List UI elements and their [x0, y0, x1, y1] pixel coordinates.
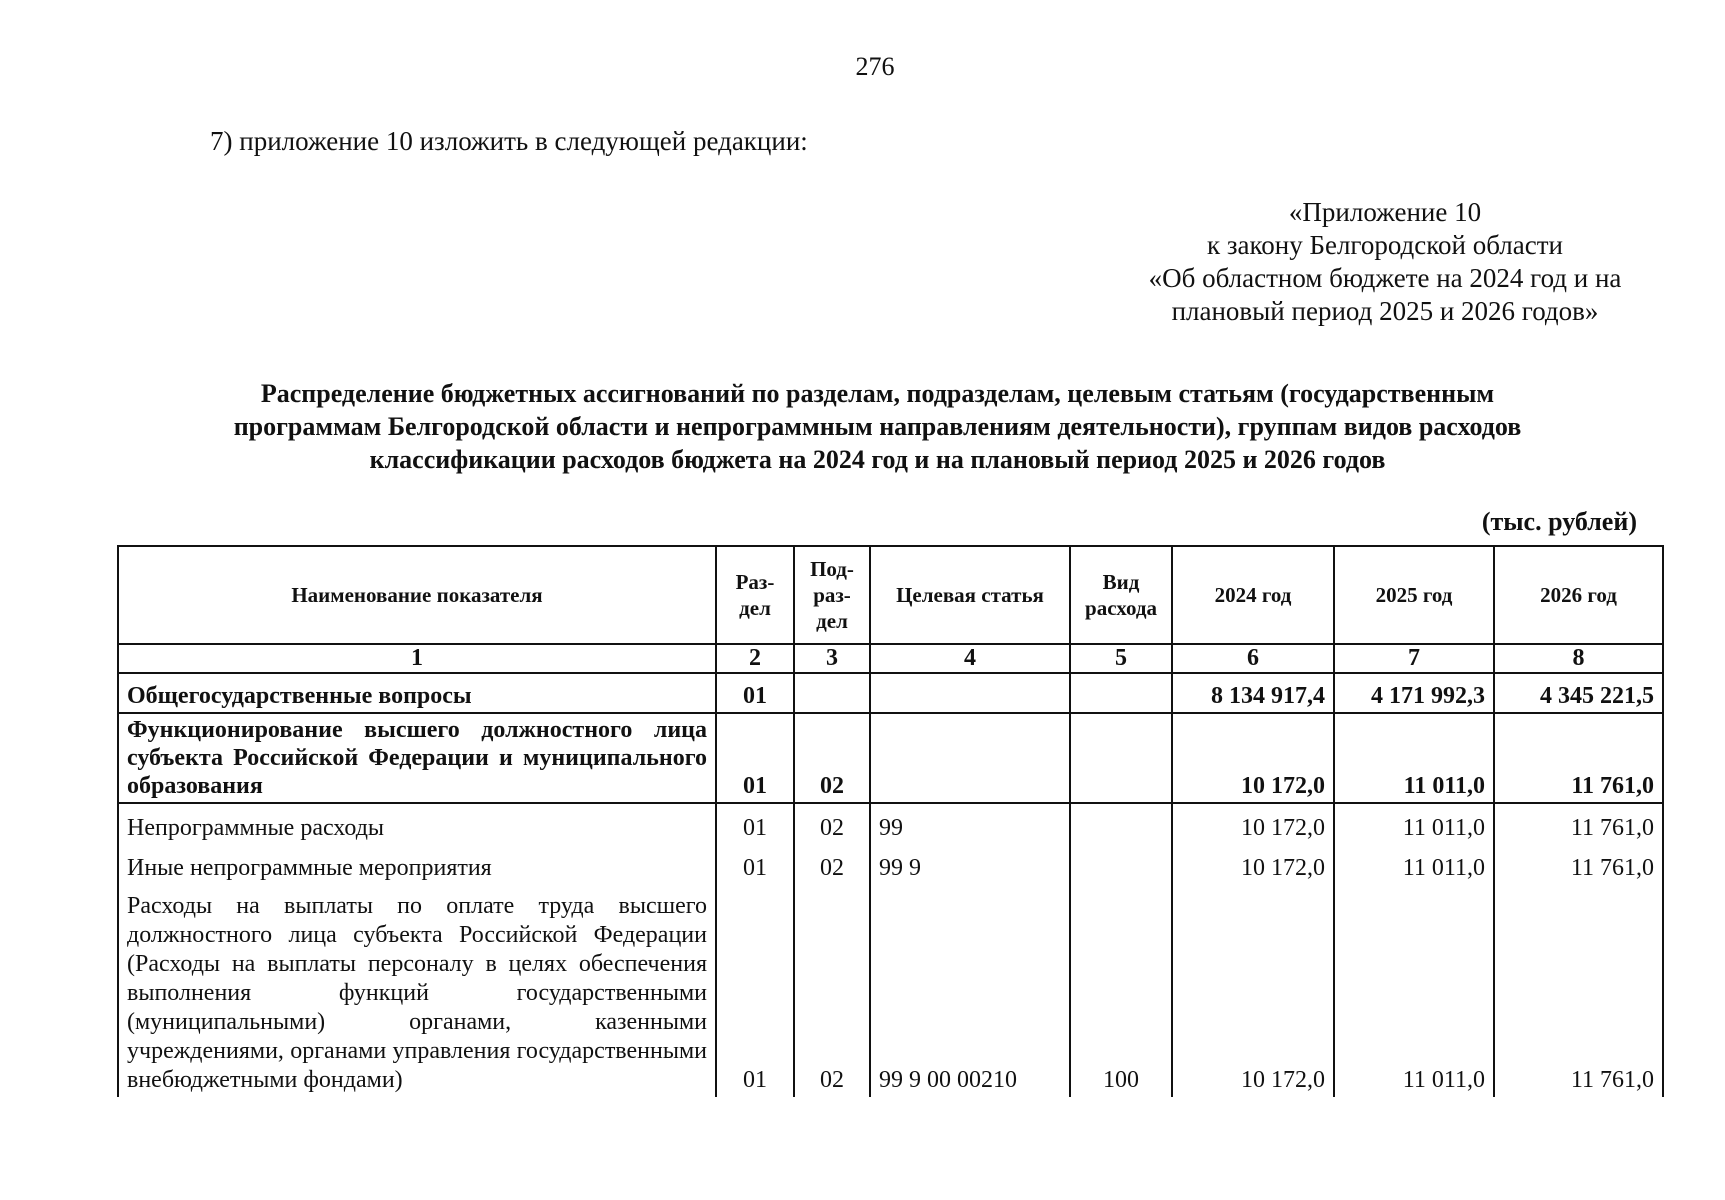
units-label: (тыс. рублей)	[1481, 507, 1637, 536]
row-2024: 10 172,0	[1172, 713, 1334, 803]
table-row	[118, 673, 1663, 713]
row-name: Непрограммные расходы	[118, 803, 716, 844]
row-2025: 11 011,0	[1334, 803, 1494, 844]
column-number: 1	[118, 644, 716, 673]
header-target: Целевая статья	[870, 546, 1070, 644]
row-2026: 11 761,0	[1494, 713, 1663, 803]
row-2026: 11 761,0	[1494, 803, 1663, 844]
header-line: дел	[816, 609, 848, 633]
column-number: 3	[794, 644, 870, 673]
table-row	[118, 884, 1663, 1097]
row-subsection: 02	[794, 803, 870, 844]
header-row	[118, 546, 1663, 644]
column-number: 6	[1172, 644, 1334, 673]
header-2026: 2026 год	[1494, 546, 1663, 644]
header-line: Вид	[1102, 570, 1140, 594]
row-type	[1070, 673, 1172, 713]
table-header	[118, 546, 1663, 673]
row-section: 01	[716, 713, 794, 803]
budget-table	[117, 545, 1664, 1097]
intro-text: 7) приложение 10 изложить в следующей редакции:	[210, 126, 808, 156]
row-2026: 4 345 221,5	[1494, 673, 1663, 713]
column-number: 5	[1070, 644, 1172, 673]
row-section: 01	[716, 844, 794, 884]
row-2024: 10 172,0	[1172, 884, 1334, 1097]
row-2026: 11 761,0	[1494, 844, 1663, 884]
row-name: Функционирование высшего должностного лица субъекта Российской Федерации и муниципального образования	[118, 713, 716, 803]
header-line: Раз-	[735, 570, 775, 594]
column-number: 4	[870, 644, 1070, 673]
row-2025: 11 011,0	[1334, 844, 1494, 884]
row-subsection	[794, 673, 870, 713]
row-target: 99 9	[870, 844, 1070, 884]
appendix-reference	[1105, 196, 1665, 328]
row-section: 01	[716, 803, 794, 844]
column-number: 7	[1334, 644, 1494, 673]
header-line: Под-	[810, 557, 854, 581]
header-line: расхода	[1085, 596, 1157, 620]
table-body	[118, 673, 1663, 1097]
column-number-row	[118, 644, 1663, 673]
row-2024: 10 172,0	[1172, 803, 1334, 844]
appendix-line: к закону Белгородской области	[1207, 230, 1563, 260]
row-target	[870, 673, 1070, 713]
heading-line: классификации расходов бюджета на 2024 год и на плановый период 2025 и 2026 годов	[369, 445, 1386, 474]
header-2024: 2024 год	[1172, 546, 1334, 644]
appendix-line: плановый период 2025 и 2026 годов»	[1171, 296, 1599, 326]
table-row	[118, 844, 1663, 884]
table-row	[118, 713, 1663, 803]
row-target	[870, 713, 1070, 803]
row-target: 99	[870, 803, 1070, 844]
row-section: 01	[716, 884, 794, 1097]
header-type	[1070, 546, 1172, 644]
header-line: раз-	[813, 583, 851, 607]
row-subsection: 02	[794, 844, 870, 884]
header-subsection	[794, 546, 870, 644]
header-name: Наименование показателя	[118, 546, 716, 644]
row-name: Общегосударственные вопросы	[118, 673, 716, 713]
heading-line: программам Белгородской области и непрограммным направлениям деятельности), группам видов расходов	[233, 412, 1522, 441]
page-number: 276	[855, 52, 895, 81]
header-2025: 2025 год	[1334, 546, 1494, 644]
row-type	[1070, 713, 1172, 803]
column-number: 2	[716, 644, 794, 673]
row-type: 100	[1070, 884, 1172, 1097]
row-2025: 11 011,0	[1334, 713, 1494, 803]
row-2024: 10 172,0	[1172, 844, 1334, 884]
row-subsection: 02	[794, 884, 870, 1097]
row-name: Иные непрограммные мероприятия	[118, 844, 716, 884]
appendix-line: «Приложение 10	[1288, 197, 1482, 227]
column-number: 8	[1494, 644, 1663, 673]
row-target: 99 9 00 00210	[870, 884, 1070, 1097]
document-heading	[150, 377, 1605, 476]
row-2025: 11 011,0	[1334, 884, 1494, 1097]
appendix-line: «Об областном бюджете на 2024 год и на	[1148, 263, 1622, 293]
header-line: дел	[739, 596, 771, 620]
row-subsection: 02	[794, 713, 870, 803]
heading-line: Распределение бюджетных ассигнований по разделам, подразделам, целевым статьям (государственным	[260, 379, 1495, 408]
row-2025: 4 171 992,3	[1334, 673, 1494, 713]
row-name: Расходы на выплаты по оплате труда высшего должностного лица субъекта Российской Федерации (Расходы на выплаты персоналу в целях обеспечения выполнения функций государственными (муниципальными) органами, казенными учреждениями, органами управления государственными внебюджетными фондами)	[118, 884, 716, 1097]
header-section	[716, 546, 794, 644]
row-2024: 8 134 917,4	[1172, 673, 1334, 713]
row-type	[1070, 803, 1172, 844]
row-type	[1070, 844, 1172, 884]
table-row	[118, 803, 1663, 844]
row-2026: 11 761,0	[1494, 884, 1663, 1097]
row-section: 01	[716, 673, 794, 713]
